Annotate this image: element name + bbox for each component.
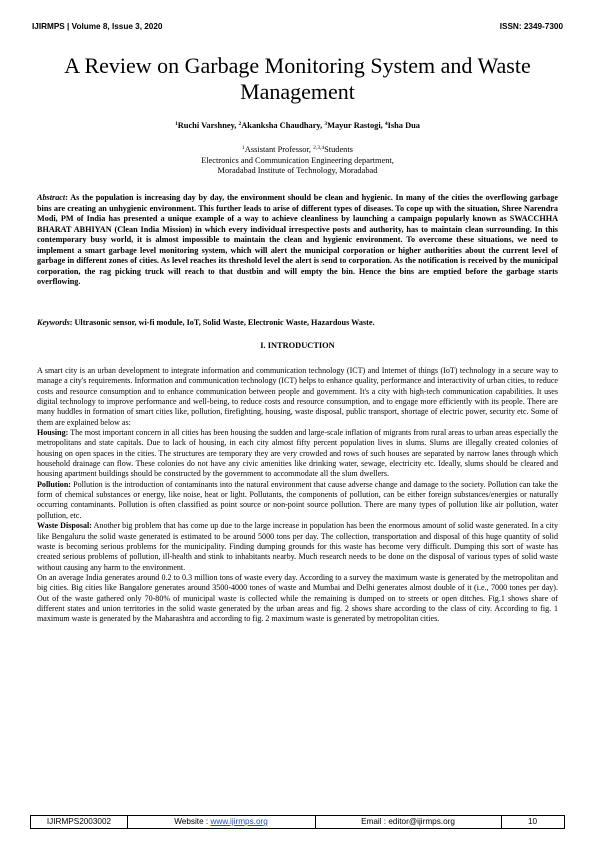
- role-text: Students: [324, 145, 353, 154]
- role-index: 2,3,4: [313, 145, 325, 151]
- author-index: 3: [324, 121, 328, 127]
- body-text: [37, 366, 558, 625]
- waste-disposal-text: Another big problem that has come up due to the large increase in population has been the enormous amount of solid waste generated. In a city like Bengaluru the solid waste generated is estimated to be around 5000 tons per day. The collection, transportation and disposal of this huge quantity of solid waste is becoming serious problems for the municipality. Finding dumping grounds for this waste has become very difficult. Dumping this sort of waste has created serious problems of pollution, ill-health and stink to inhabitants nearby. Much research needs to be done on the disposal of various types of solid waste without causing any harm to the environment.: [37, 521, 558, 572]
- paper-id: IJIRMPS2003002: [31, 816, 128, 828]
- author-name: Ruchi Varshney,: [177, 121, 239, 130]
- affiliation: [0, 145, 595, 177]
- affiliation-department: Electronics and Communication Engineering department,: [201, 155, 394, 165]
- section-heading: I. INTRODUCTION: [260, 341, 335, 350]
- keywords: [37, 318, 558, 327]
- running-header: [32, 22, 563, 36]
- page-number: 10: [527, 817, 538, 826]
- website-label: Website :: [174, 817, 211, 826]
- author-index: 4: [384, 121, 388, 127]
- pollution-label: Pollution:: [37, 479, 71, 489]
- pollution-text: Pollution is the introduction of contaminants into the natural environment that cause adverse change and damage to the society. Pollution can take the form of chemical substances or energy, like noise, heat or light. Pollutants, the components of pollution, can be either foreign substances/energies or naturally occurring contaminants. Pollution is often classified as point source or non-point source pollution. There are many types of pollution like air pollution, water pollution, etc.: [37, 479, 558, 520]
- author-index: 1: [175, 121, 178, 127]
- author-list: [0, 121, 595, 130]
- waste-disposal-paragraph: [37, 521, 558, 573]
- abstract-label: Abstract: [37, 193, 66, 202]
- paper-title: A Review on Garbage Monitoring System and Waste Management: [64, 53, 531, 104]
- intro-paragraph: A smart city is an urban development to integrate information and communication technology (ICT) and Internet of things (IoT) technology in a secure way to manage a city's requirements. Information and communication technology (ICT) helps to enhance quality, performance and interactivity of urban cities, to reduce costs and resource consumption and to enhance communication between people and government. It's a city with high-tech communication capabilities. It uses digital technology to improve performance and well-being, to reduce costs and resource consumption, and to engage more efficiently with its people. There are many huddles in formation of smart cities like, pollution, firefighting, housing, waste disposal, public transport, shortage of electric power, security etc. Some of them are explained below as:: [37, 366, 558, 427]
- keywords-text: : Ultrasonic sensor, wi-fi module, IoT, Solid Waste, Electronic Waste, Hazardous Waste.: [69, 318, 375, 327]
- housing-label: Housing:: [37, 428, 69, 438]
- housing-text: The most important concern in all cities has been housing the sudden and large-scale inflation of migrants from rural areas to urban areas especially the metropolitans and state capitals. Due to lack of housing, in each city almost fifty percent population lives in slums. Slums are illegally created colonies of housing on open spaces in the cities. The structures are temporary they are very crowded and rows of such houses are separated by narrow lanes through which household drainage can flow. These colonies do not have any civic amenities like drinking water, sewage, electricity etc. Ideally, slums should be cleared and housing apartment buildings should be constructed by the government to accommodate all the slum dwellers.: [37, 428, 558, 479]
- role-text: Assistant Professor,: [244, 145, 314, 154]
- abstract-text: : As the population is increasing day by day, the environment should be clean and hygienic. In many of the cities the overflowing garbage bins are creating an unhygienic environment. This further leads to arise of different types of diseases. To cope up with the situation, Shree Narendra Modi, PM of India has presented a unique example of a way to achieve cleanliness by launching a campaign popularly known as SWACCHHA BHARAT ABHIYAN (Clean India Mission) in which every individual irrespective posts and authority, has to maintain clean surrounding. In this contemporary busy world, it is almost impossible to maintain the clean and hygienic environment. To overcome these situations, we need to implement a smart garbage level monitoring system, which will alert the municipal corporation or higher authorities about the current level of garbage in different zones of cities. As level reaches its threshold level the alert is send to corporation. As the notification is received by the municipal corporation, the rag picking truck will reach to that dustbin and will empty the bin. Hence the bins are emptied before the garbage starts overflowing.: [37, 193, 558, 286]
- affiliation-roles: [0, 145, 595, 156]
- page-footer: [30, 815, 565, 829]
- author-name: Akanksha Chaudhary,: [241, 121, 325, 130]
- issn: ISSN: 2349-7300: [499, 22, 563, 31]
- waste-disposal-label: Waste Disposal:: [37, 521, 92, 531]
- email: Email : editor@ijirmps.org: [315, 816, 502, 828]
- housing-paragraph: [37, 428, 558, 480]
- author-name: Mayur Rastogi,: [327, 121, 385, 130]
- website-link[interactable]: www.ijirmps.org: [210, 817, 268, 826]
- author-index: 2: [238, 121, 242, 127]
- website-cell: [127, 816, 316, 828]
- affiliation-institute: Moradabad Institute of Technology, Moradabad: [217, 166, 378, 176]
- abstract: [37, 193, 558, 288]
- keywords-label: Keywords: [37, 318, 70, 327]
- author-name: Isha Dua: [387, 121, 420, 130]
- journal-info: IJIRMPS | Volume 8, Issue 3, 2020: [32, 22, 163, 31]
- pollution-paragraph: [37, 480, 558, 521]
- role-index: 1: [242, 145, 245, 151]
- closing-paragraph: On an average India generates around 0.2 to 0.3 million tons of waste every day. According to a survey the maximum waste is generated by the metropolitan and big cities. Big cities like Bangalore generates around 3500-4000 tones of waste and Mumbai and Delhi generates almost double of it (i.e., 7000 tones per day). Out of the waste gathered only 70-80% of municipal waste is collected while the remaining is dumped on to streets or open ditches. Fig.1 shows share of different states and union territories in the solid waste generated by the urban areas and fig. 2 shows share according to the class of city. According to fig. 1 maximum waste is generated by the Maharashtra and according to fig. 2 maximum waste is generated by metropolitan cities.: [37, 572, 558, 624]
